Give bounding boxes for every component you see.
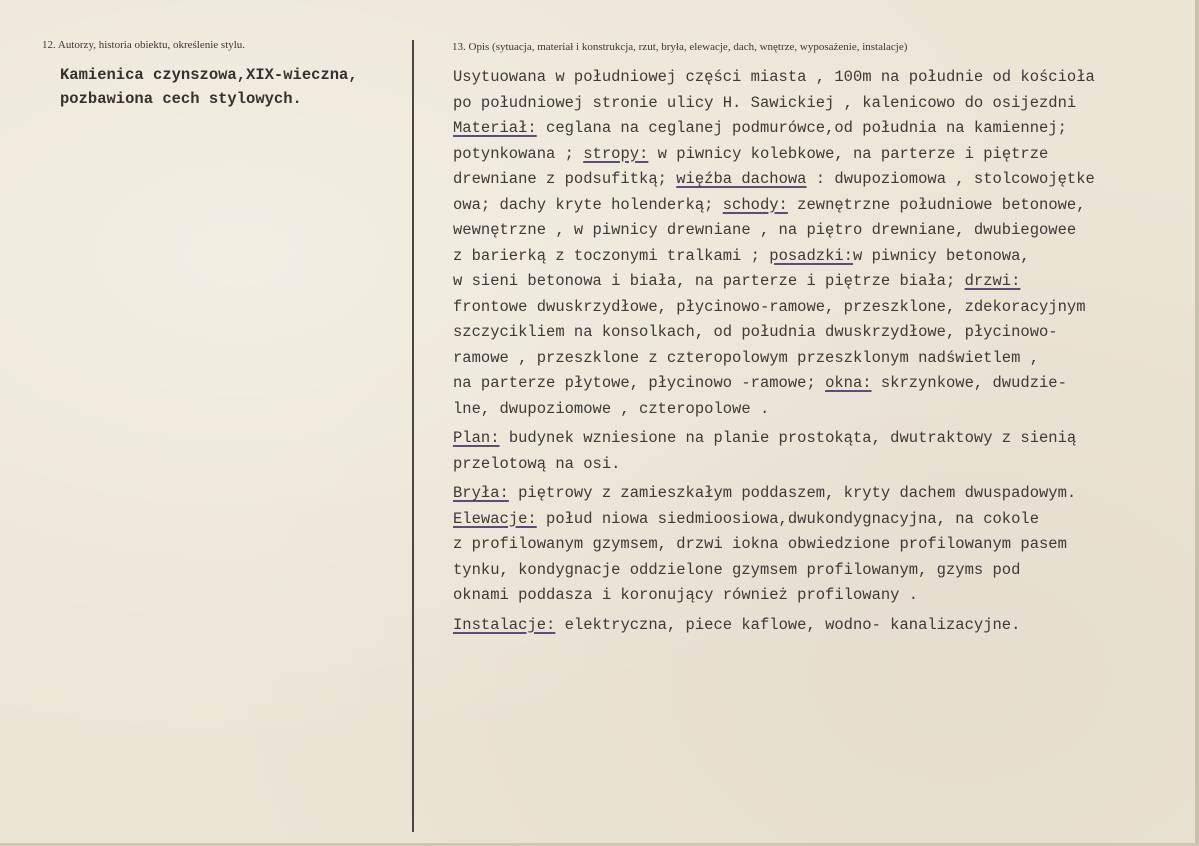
underlined-term: Bryła: <box>453 484 509 502</box>
page-edge-right <box>1195 0 1199 846</box>
description-line <box>453 558 1143 584</box>
line-text: oknami poddasza i koronujący również profilowany . <box>453 586 919 604</box>
section-12-heading: 12. Autorzy, historia obiektu, określenie stylu. <box>42 39 246 51</box>
line-text: zewnętrzne południowe betonowe, <box>787 195 1086 214</box>
line-text: : dwupoziomowa , stolcowojętke <box>806 170 1095 188</box>
line-text: elektryczna, piece kaflowe, wodno- kanalizacyjne. <box>555 615 1021 634</box>
line-text: potynkowana ; <box>453 144 584 163</box>
text-line: pozbawiona cech stylowych. <box>60 90 302 108</box>
line-text: skrzynkowe, dwudzie- <box>871 374 1067 392</box>
description-line <box>453 346 1143 372</box>
line-text: w piwnicy kolebkowe, na parterze i piętrze <box>648 144 1049 163</box>
description-line <box>453 583 1143 609</box>
line-text: wewnętrzne , w piwnicy drewniane , na piętro drewniane, dwubiegowee <box>453 221 1077 239</box>
underlined-term: posadzki: <box>769 246 853 265</box>
line-text: Usytuowana w południowej części miasta , 100m na południe od kościoła <box>453 68 1095 86</box>
line-text: po południowej stronie ulicy H. Sawickiej , kalenicowo do osijezdni <box>453 93 1077 112</box>
description-line <box>453 244 1143 270</box>
line-text: budynek wzniesione na planie prostokąta, dwutraktowy z sienią <box>499 429 1077 447</box>
description-line <box>453 532 1143 558</box>
description-line <box>453 218 1143 244</box>
description-line <box>453 91 1143 117</box>
description-line <box>453 269 1143 295</box>
section-13-heading: 13. Opis (sytuacja, materiał i konstrukcja, rzut, bryła, elewacje, dach, wnętrze, wyposażenie, instalacje) <box>452 41 908 53</box>
text-line: Kamienica czynszowa,XIX-wieczna, <box>60 66 358 84</box>
line-text: piętrowy z zamieszkałym poddaszem, kryty dachem dwuspadowym. <box>508 484 1077 502</box>
underlined-term: Materiał: <box>453 119 537 137</box>
underlined-term: Elewacje: <box>453 509 537 528</box>
description-line <box>453 116 1143 142</box>
description-line <box>453 320 1143 346</box>
line-text: szczycikliem na konsolkach, od południa dwuskrzydłowe, płycinowo- <box>453 323 1058 341</box>
description-line <box>453 613 1143 639</box>
line-text: połud niowa siedmioosiowa,dwukondygnacyjna, na cokole <box>536 509 1040 528</box>
underlined-term: Instalacje: <box>453 615 556 634</box>
line-text: ceglana na ceglanej podmurówce,od południa na kamiennej; <box>536 119 1067 137</box>
line-text: w piwnicy betonowa, <box>852 246 1030 265</box>
line-text: tynku, kondygnacje oddzielone gzymsem profilowanym, gzyms pod <box>453 560 1021 579</box>
line-text: drewniane z podsufitką; <box>453 170 677 188</box>
description-line <box>453 295 1143 321</box>
underlined-term: okna: <box>825 374 872 392</box>
line-text: z barierką z toczonymi tralkami ; <box>453 246 770 265</box>
description-line <box>453 452 1143 478</box>
underlined-term: schody: <box>722 195 788 214</box>
description-line <box>453 167 1143 193</box>
line-text: na parterze płytowe, płycinowo -ramowe; <box>453 374 826 392</box>
line-text: frontowe dwuskrzydłowe, płycinowo-ramowe, przeszklone, zdekoracyjnym <box>453 297 1086 316</box>
description-text <box>453 65 1143 638</box>
description-line <box>453 481 1143 507</box>
description-line <box>453 426 1143 452</box>
underlined-term: drzwi: <box>964 272 1021 290</box>
authors-history-style-text <box>60 63 400 111</box>
line-text: przelotową na osi. <box>453 454 621 473</box>
underlined-term: więźba dachowa <box>676 170 807 188</box>
description-line <box>453 65 1143 91</box>
description-line <box>453 507 1143 533</box>
underlined-term: Plan: <box>453 429 500 447</box>
description-line <box>453 193 1143 219</box>
line-text: owa; dachy kryte holenderką; <box>453 195 723 214</box>
line-text: w sieni betonowa i biała, na parterze i piętrze biała; <box>453 272 965 290</box>
description-line <box>453 397 1143 423</box>
underlined-term: stropy: <box>583 144 649 163</box>
column-divider <box>412 40 414 832</box>
line-text: z profilowanym gzymsem, drzwi iokna obwiedzione profilowanym pasem <box>453 535 1067 553</box>
description-line <box>453 142 1143 168</box>
description-line <box>453 371 1143 397</box>
line-text: ramowe , przeszklone z czteropolowym przeszklonym nadświetlem , <box>453 348 1039 367</box>
line-text: lne, dwupoziomowe , czteropolowe . <box>453 399 770 418</box>
